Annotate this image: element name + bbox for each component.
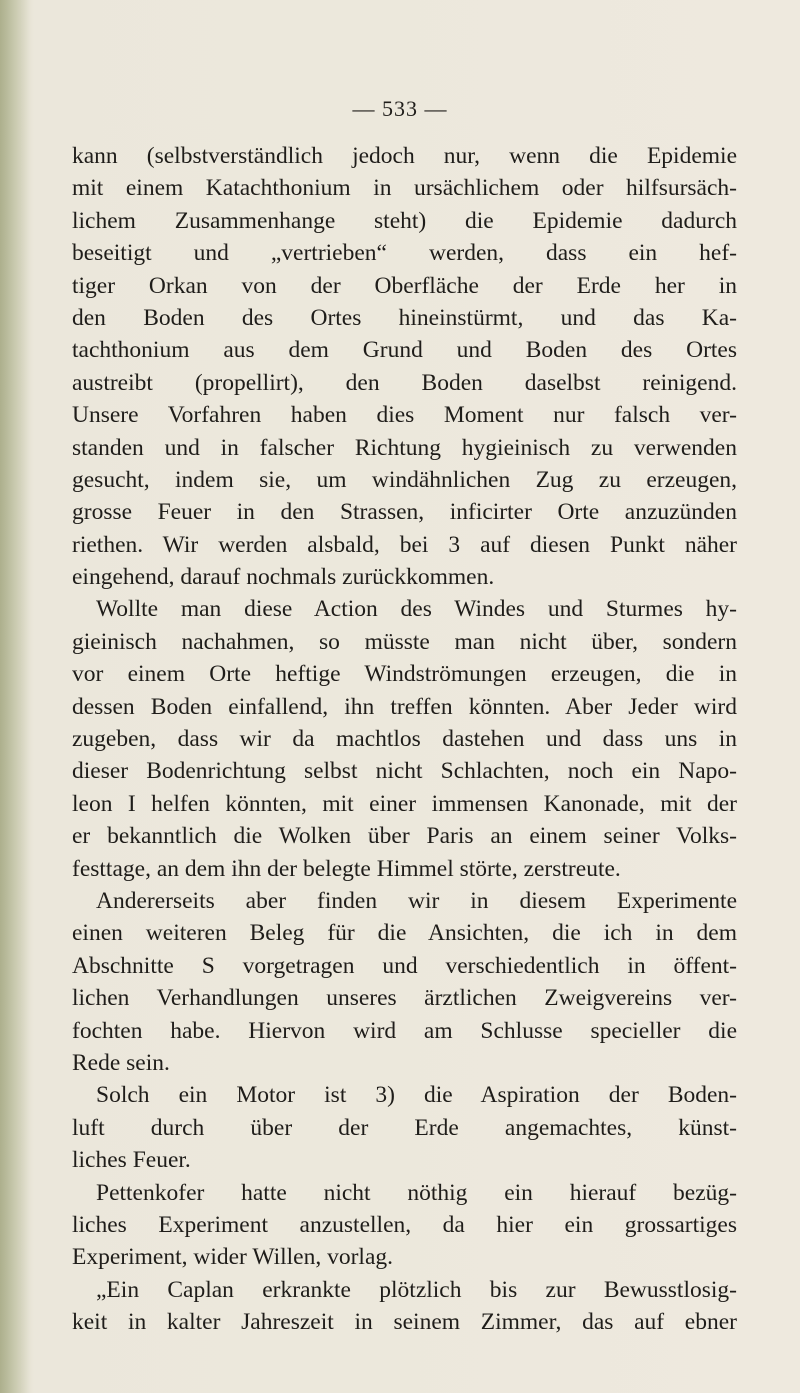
- text-line: liches Experiment anzustellen, da hier ein grossartiges: [72, 1211, 737, 1238]
- text-line: dieser Bodenrichtung selbst nicht Schlachten, noch ein Napo-: [72, 758, 737, 785]
- text-line: lichen Verhandlungen unseres ärztlichen Zweigvereins ver-: [72, 985, 737, 1012]
- text-line: tiger Orkan von der Oberfläche der Erde her in: [72, 272, 737, 299]
- text-line: Experiment, wider Willen, vorlag.: [72, 1244, 394, 1271]
- text-line: Rede sein.: [72, 1049, 170, 1076]
- text-line: keit in kalter Jahreszeit in seinem Zimmer, das auf ebner: [72, 1309, 737, 1336]
- text-line: leon I helfen könnten, mit einer immensen Kanonade, mit der: [72, 790, 737, 817]
- text-line: festtage, an dem ihn der belegte Himmel störte, zerstreute.: [72, 855, 621, 882]
- text-line: zugeben, dass wir da machtlos dastehen und dass uns in: [72, 726, 737, 753]
- text-line: vor einem Orte heftige Windströmungen erzeugen, die in: [72, 661, 737, 688]
- text-line: Abschnitte S vorgetragen und verschiedentlich in öffent-: [72, 952, 737, 979]
- text-line: eingehend, darauf nochmals zurückkommen.: [72, 564, 495, 591]
- paragraph: [72, 1177, 737, 1274]
- text-line: Unsere Vorfahren haben dies Moment nur falsch ver-: [72, 402, 737, 429]
- page-gutter-shadow: [0, 0, 30, 1393]
- page-number: — 533 —: [352, 96, 448, 121]
- paragraph: [72, 885, 737, 1079]
- text-line: fochten habe. Hiervon wird am Schlusse specieller die: [72, 1017, 737, 1044]
- body-text: [72, 140, 737, 1338]
- text-line: Andererseits aber finden wir in diesem Experimente: [96, 887, 737, 914]
- text-line: gieinisch nachahmen, so müsste man nicht über, sondern: [72, 628, 737, 655]
- text-line: standen und in falscher Richtung hygieinisch zu verwenden: [72, 434, 737, 461]
- text-line: dessen Boden einfallend, ihn treffen könnten. Aber Jeder wird: [72, 693, 737, 720]
- text-line: den Boden des Ortes hineinstürmt, und das Ka-: [72, 304, 737, 331]
- text-line: mit einem Katachthonium in ursächlichem oder hilfsursäch-: [72, 175, 737, 202]
- text-line: lichem Zusammenhange steht) die Epidemie dadurch: [72, 207, 737, 234]
- text-line: Pettenkofer hatte nicht nöthig ein hierauf bezüg-: [96, 1179, 737, 1206]
- text-line: grosse Feuer in den Strassen, inficirter Orte anzuzünden: [72, 499, 737, 526]
- text-line: kann (selbstverständlich jedoch nur, wenn die Epidemie: [72, 143, 737, 169]
- text-line: riethen. Wir werden alsbald, bei 3 auf diesen Punkt näher: [72, 531, 737, 558]
- text-line: beseitigt und „vertrieben“ werden, dass ein hef-: [72, 240, 737, 267]
- text-line: luft durch über der Erde angemachtes, künst-: [72, 1114, 737, 1141]
- text-line: einen weiteren Beleg für die Ansichten, die ich in dem: [72, 920, 737, 947]
- text-line: liches Feuer.: [72, 1147, 191, 1174]
- paragraph: [72, 1079, 737, 1176]
- text-line: er bekanntlich die Wolken über Paris an einem seiner Volks-: [72, 823, 737, 850]
- text-line: tachthonium aus dem Grund und Boden des Ortes: [72, 337, 737, 364]
- text-line: „Ein Caplan erkrankte plötzlich bis zur Bewusstlosig-: [96, 1276, 737, 1303]
- text-line: gesucht, indem sie, um windähnlichen Zug zu erzeugen,: [72, 466, 737, 493]
- text-line: austreibt (propellirt), den Boden daselbst reinigend.: [72, 369, 737, 396]
- text-line: Wollte man diese Action des Windes und Sturmes hy-: [96, 596, 737, 623]
- paragraph: [72, 1274, 737, 1339]
- paragraph: [72, 140, 737, 593]
- text-line: Solch ein Motor ist 3) die Aspiration der Boden-: [96, 1082, 737, 1109]
- paragraph: [72, 593, 737, 885]
